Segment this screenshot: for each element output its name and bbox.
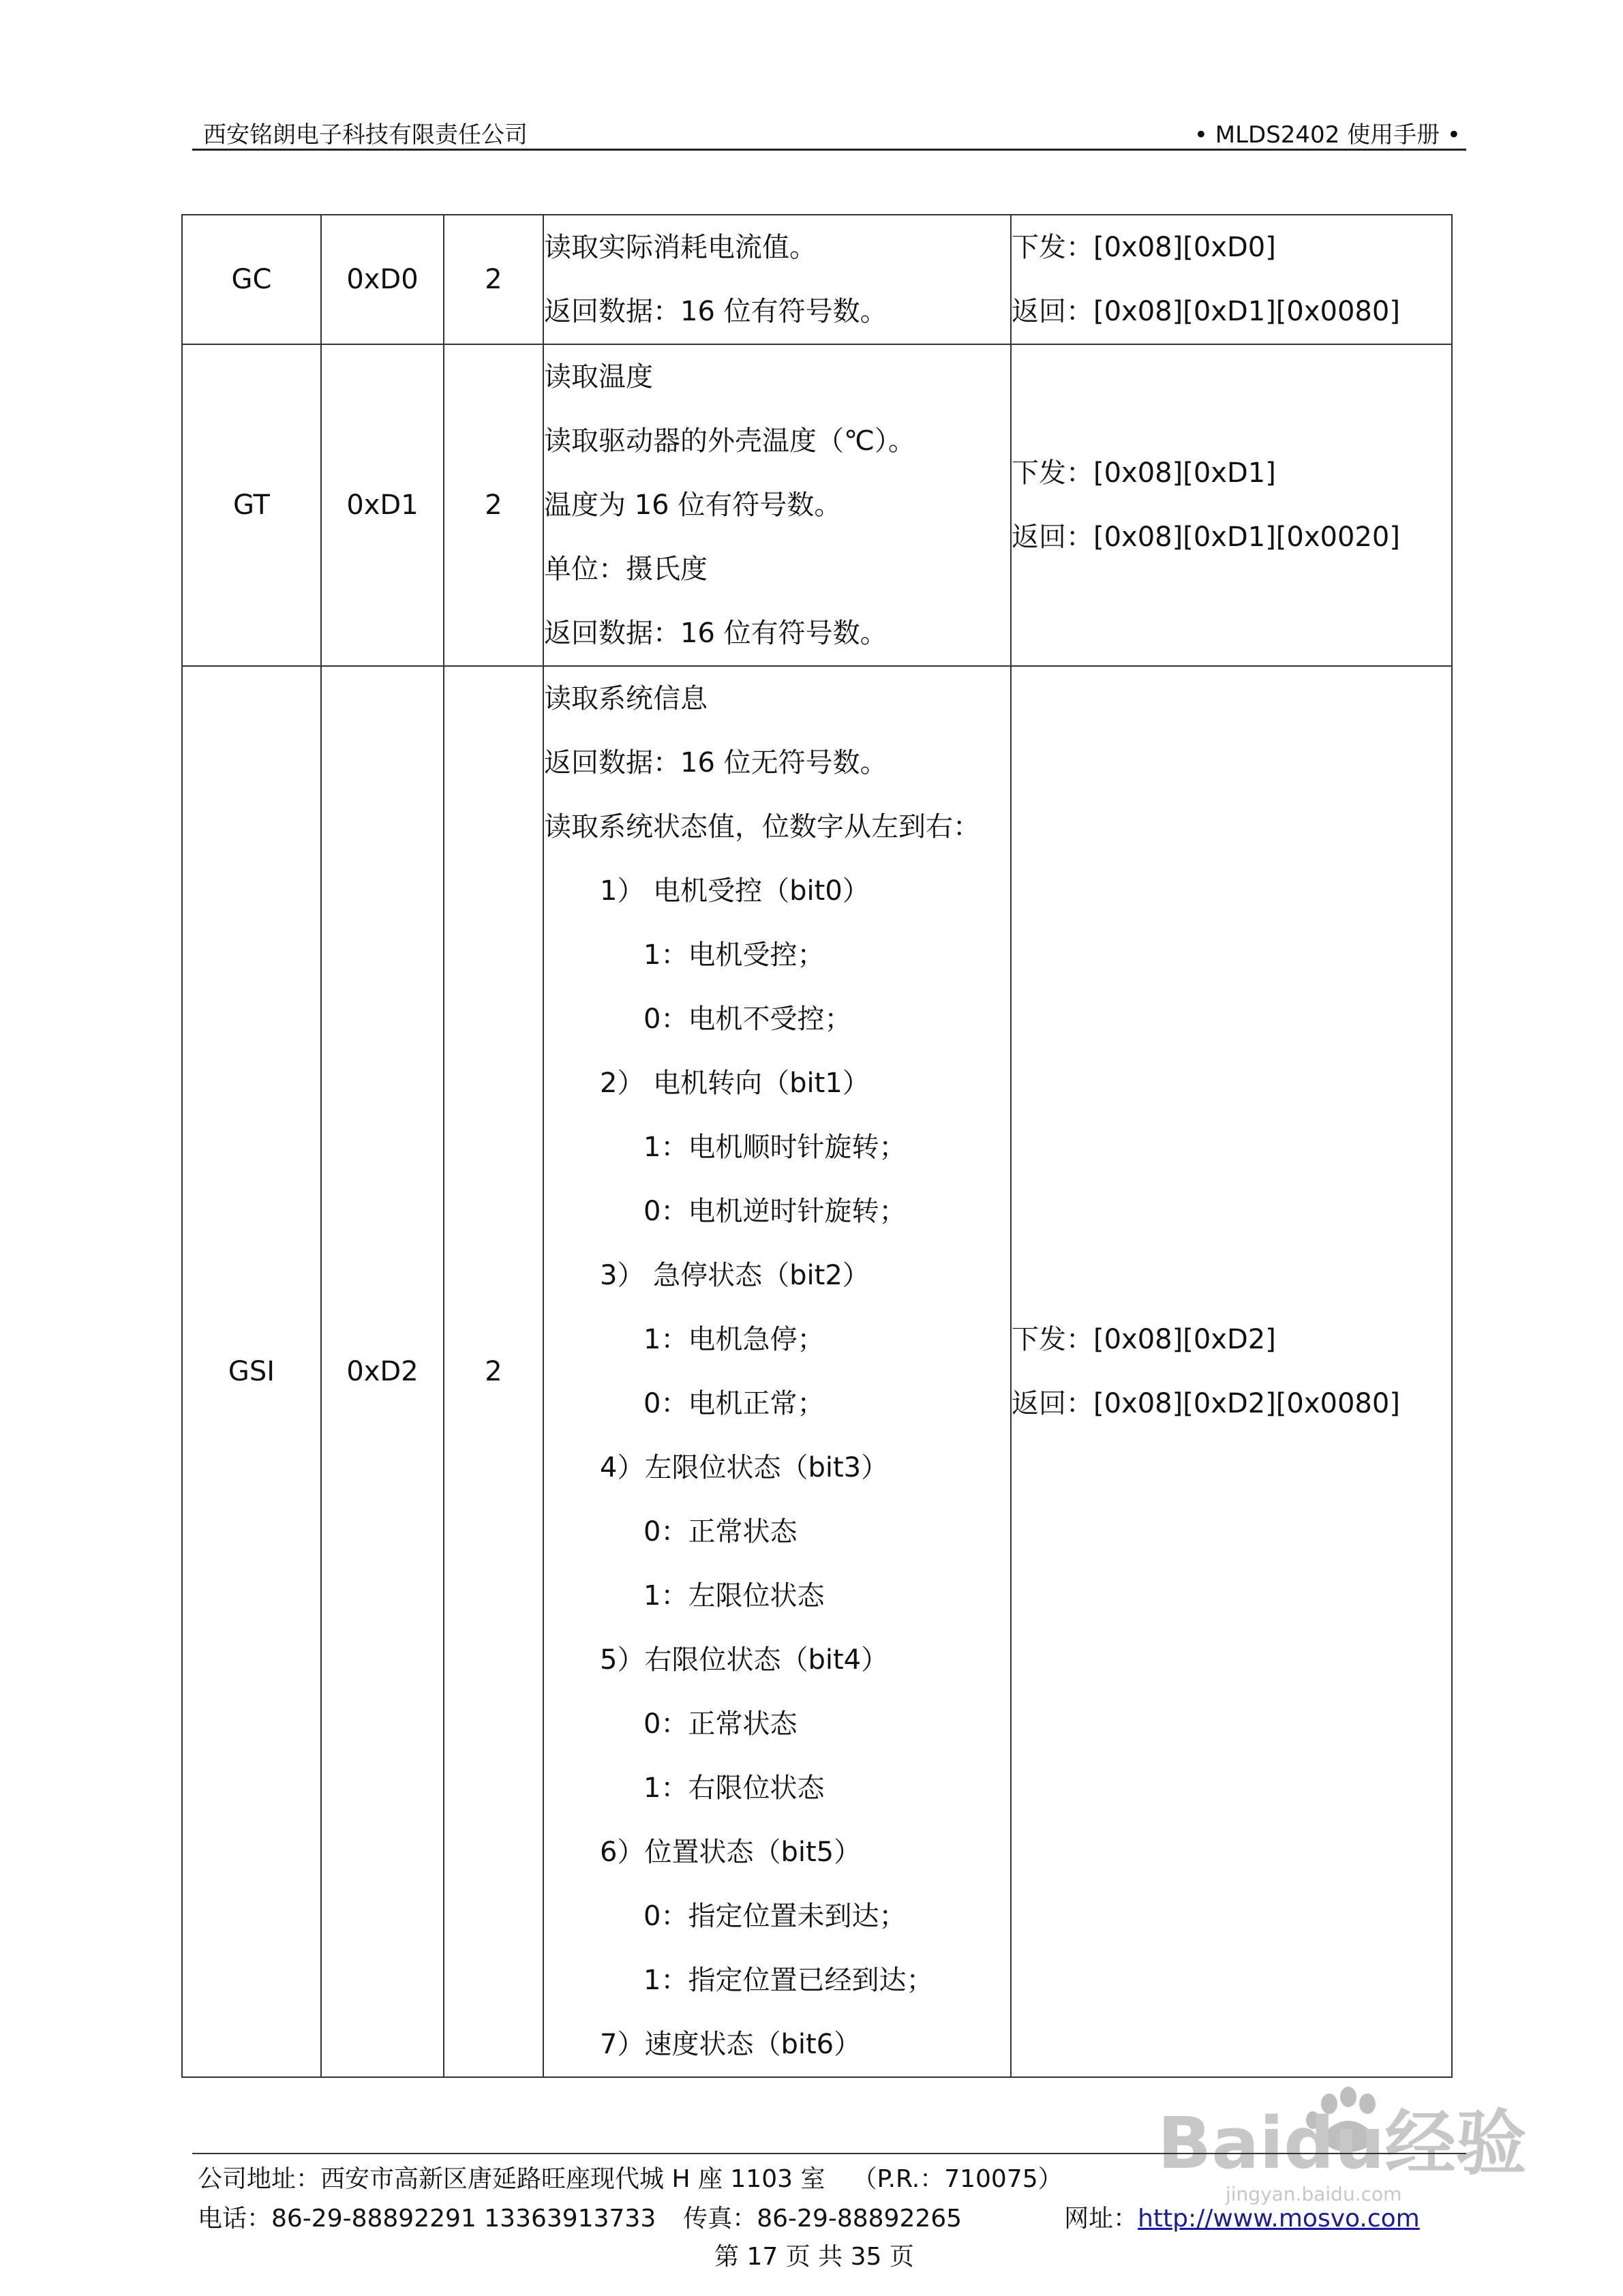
bit-title: 5）右限位状态（bit4） — [600, 1644, 889, 1676]
bit-option: 1：电机顺时针旋转； — [643, 1132, 907, 1163]
command-code: 0xD1 — [321, 344, 444, 666]
command-example — [1011, 215, 1452, 344]
footer-fax: 传真：86-29-88892265 — [683, 2205, 962, 2233]
command-description — [543, 215, 1011, 344]
footer-address-line — [198, 2160, 1063, 2194]
footer-website-link[interactable]: http://www.mosvo.com — [1138, 2205, 1420, 2233]
command-code: 0xD2 — [321, 666, 444, 2077]
table-row-gt — [182, 344, 1452, 666]
command-description — [543, 666, 1011, 2077]
example-send: 下发：[0x08][0xD0] — [1012, 232, 1276, 263]
bit-title: 1） 电机受控（bit0） — [600, 875, 870, 907]
bit-option: 0：电机逆时针旋转； — [643, 1196, 907, 1227]
bit-option: 0：正常状态 — [643, 1708, 798, 1740]
bit-option: 1：电机受控； — [643, 939, 825, 971]
bit-title: 2） 电机转向（bit1） — [600, 1068, 870, 1099]
command-name: GC — [182, 215, 321, 344]
bit-option: 1：右限位状态 — [643, 1772, 825, 1804]
bit-title: 3） 急停状态（bit2） — [600, 1260, 870, 1291]
command-code: 0xD0 — [321, 215, 444, 344]
bit-title: 6）位置状态（bit5） — [600, 1837, 862, 1868]
example-send: 下发：[0x08][0xD1] — [1012, 457, 1276, 489]
command-example — [1011, 344, 1452, 666]
footer-postcode: （P.R.：710075） — [852, 2165, 1063, 2193]
command-example — [1011, 666, 1452, 2077]
example-return: 返回：[0x08][0xD1][0x0080] — [1012, 296, 1400, 327]
description-line: 读取驱动器的外壳温度（℃）。 — [544, 425, 915, 457]
description-line: 温度为 16 位有符号数。 — [544, 489, 842, 521]
header-manual-title: • MLDS2402 使用手册 • — [1194, 121, 1461, 149]
footer-divider — [192, 2153, 1466, 2154]
bit-option: 1：左限位状态 — [643, 1580, 825, 1612]
example-return: 返回：[0x08][0xD2][0x0080] — [1012, 1388, 1400, 1419]
footer-website-label: 网址： — [1064, 2205, 1138, 2233]
command-length: 2 — [444, 344, 543, 666]
footer-page-number: 第 17 页 共 35 页 — [714, 2243, 914, 2271]
watermark-text: Baidu经验 — [1157, 2102, 1527, 2185]
header-company: 西安铭朗电子科技有限责任公司 — [203, 121, 528, 149]
bit-option: 1：指定位置已经到达； — [643, 1965, 934, 1996]
description-line: 读取系统信息 — [544, 683, 708, 714]
command-length: 2 — [444, 215, 543, 344]
table-row-gsi — [182, 666, 1452, 2077]
command-name: GSI — [182, 666, 321, 2077]
example-send: 下发：[0x08][0xD2] — [1012, 1324, 1276, 1355]
description-line: 返回数据：16 位有符号数。 — [544, 618, 888, 649]
header-divider — [192, 149, 1466, 151]
description-line: 单位：摄氏度 — [544, 554, 708, 585]
command-description — [543, 344, 1011, 666]
bit-title: 7）速度状态（bit6） — [600, 2029, 862, 2060]
footer-phone: 电话：86-29-88892291 13363913733 — [198, 2205, 656, 2233]
description-line: 返回数据：16 位无符号数。 — [544, 747, 888, 779]
bit-option: 1：电机急停； — [643, 1324, 825, 1355]
bit-option: 0：正常状态 — [643, 1516, 798, 1547]
table-row-gc — [182, 215, 1452, 344]
command-table — [181, 214, 1453, 2078]
bit-title: 4）左限位状态（bit3） — [600, 1452, 889, 1483]
baidu-jingyan-watermark — [1151, 2081, 1532, 2210]
bit-option: 0：电机不受控； — [643, 1003, 852, 1035]
watermark-subtext: jingyan.baidu.com — [1226, 2183, 1402, 2205]
description-line: 读取系统状态值，位数字从左到右： — [544, 811, 980, 843]
command-length: 2 — [444, 666, 543, 2077]
description-line: 返回数据：16 位有符号数。 — [544, 296, 888, 327]
footer-address: 公司地址：西安市高新区唐延路旺座现代城 H 座 1103 室 — [198, 2165, 825, 2193]
bit-option: 0：指定位置未到达； — [643, 1901, 907, 1932]
command-name: GT — [182, 344, 321, 666]
footer-contact-line — [198, 2199, 1420, 2234]
example-return: 返回：[0x08][0xD1][0x0020] — [1012, 522, 1400, 553]
description-line: 读取温度 — [544, 361, 653, 393]
description-line: 读取实际消耗电流值。 — [544, 232, 817, 263]
bit-option: 0：电机正常； — [643, 1388, 825, 1419]
